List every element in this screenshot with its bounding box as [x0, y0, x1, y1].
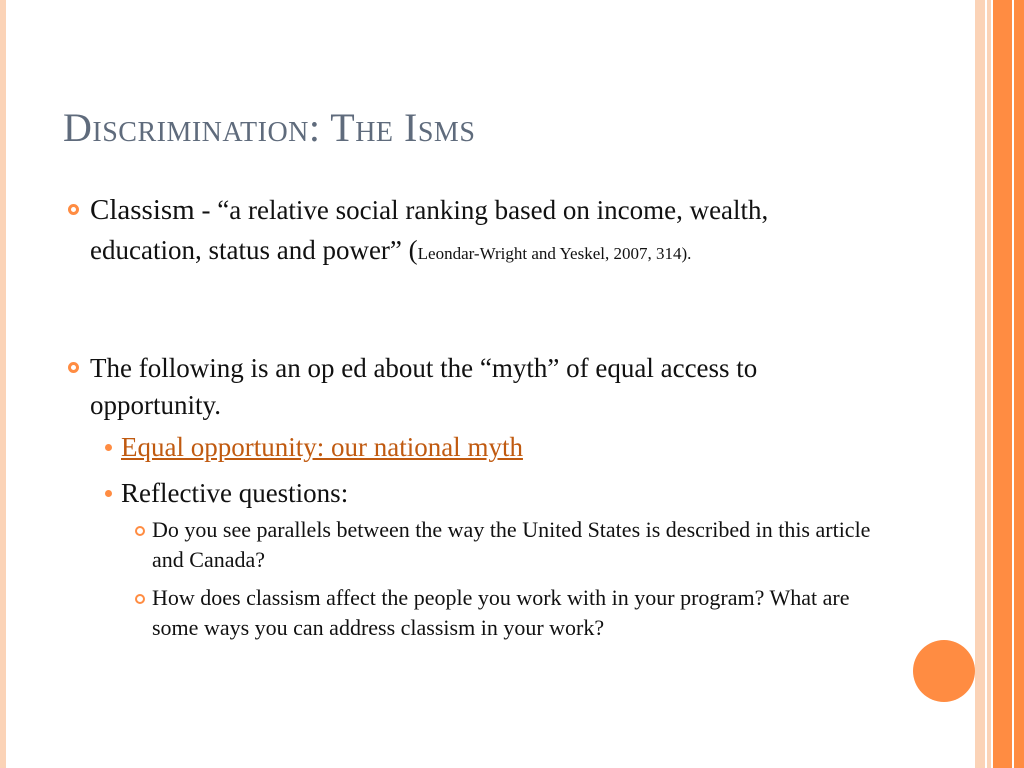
right-decor-band-main: [993, 0, 1024, 768]
slide-title: Discrimination: The Isms: [63, 105, 476, 150]
reflective-questions-heading: Reflective questions:: [121, 478, 349, 508]
left-edge-stripe: [0, 0, 6, 768]
right-decor-band-light: [975, 0, 985, 768]
link-item: [121, 430, 523, 464]
bullet-ring-icon: [135, 594, 145, 604]
bullet-ring-icon: [68, 362, 79, 373]
question-item: Do you see parallels between the way the United States is described in this article and Canada?: [152, 517, 871, 572]
bullet-op-ed: The following is an op ed about the “myth” of equal access to opportunity.: [90, 353, 758, 420]
op-ed-link[interactable]: Equal opportunity: our national myth: [121, 432, 523, 462]
bullet-classism: [90, 190, 860, 274]
classism-term: Classism: [90, 194, 195, 226]
classism-dash: -: [194, 195, 218, 225]
bullet-ring-icon: [68, 204, 79, 215]
right-decor-band-line: [1012, 0, 1014, 768]
classism-definition: “a relative social ranking based on income, wealth, education, status and power” (: [90, 195, 769, 265]
question-item: How does classism affect the people you work with in your program? What are some ways you can address classism in your work?: [152, 585, 850, 640]
bullet-dot-icon: [105, 490, 112, 497]
bullet-dot-icon: [105, 444, 112, 451]
right-decor-band-mid: [987, 0, 991, 768]
decor-circle: [913, 640, 975, 702]
bullet-ring-icon: [135, 526, 145, 536]
classism-citation: Leondar-Wright and Yeskel, 2007, 314).: [417, 244, 692, 263]
